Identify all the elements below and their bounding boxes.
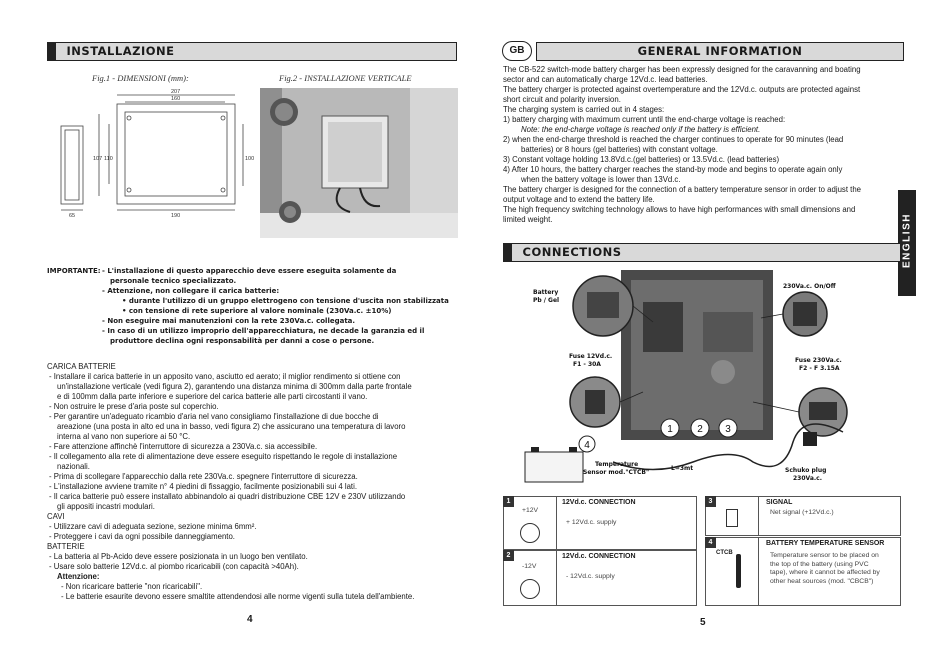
body-line: - Il carica batterie può essere installato abbinandolo ai quadri distribuzione CBE 12V e 230V utilizzando (49, 492, 406, 501)
terminal-minus-icon (520, 579, 540, 599)
table-2-divider (556, 551, 557, 605)
table-1-voltage: +12V (522, 507, 539, 514)
important-label: IMPORTANTE: (47, 267, 101, 275)
fig1-dimension-drawing (55, 86, 255, 226)
conn-table-4 (705, 537, 901, 606)
info-line: 1) battery charging with maximum current until the end-charge voltage is reached: (503, 115, 786, 124)
body-line: gli appositi incastri modulari. (57, 502, 155, 511)
body-line: - Proteggere i cavi da ogni possibile danneggiamento. (49, 532, 235, 541)
important-line: - L'installazione di questo apparecchio deve essere eseguita solamente da (102, 267, 397, 275)
body-line: CARICA BATTERIE (47, 362, 116, 371)
label-fuse230: Fuse 230Va.c. (795, 357, 842, 364)
marker-1: 1 (667, 424, 673, 435)
dim-100: 100 (245, 156, 255, 162)
label-fuse230-rating: F2 - F 3.15A (799, 365, 840, 372)
info-line: The battery charger is protected against overtemperature and the 12Vd.c. outputs are protected against (503, 85, 861, 94)
important-line: - In caso di un utilizzo improprio dell'apparecchiatura, ne decade la garanzia ed il (102, 327, 425, 335)
table-1-title: 12Vd.c. CONNECTION (562, 499, 636, 506)
label-schuko-voltage: 230Va.c. (793, 475, 823, 482)
dim-160: 160 (171, 96, 181, 102)
body-line: - La batteria al Pb-Acido deve essere posizionata in un luogo ben ventilato. (49, 552, 308, 561)
left-body-text (47, 362, 457, 602)
dim-207: 207 (171, 89, 181, 95)
body-line: - Per garantire un'adeguato ricambio d'aria nel vano consigliamo l'installazione di due bocche di (49, 412, 379, 421)
body-line: - Prima di scollegare l'apparecchio dalla rete 230Va.c. spegnere l'interruttore di sicurezza. (49, 472, 358, 481)
general-info-text (503, 65, 899, 225)
body-line: - Fare attenzione affinchè l'interruttore di sicurezza a 230Va.c. sia accessibile. (49, 442, 318, 451)
temperature-sensor-icon (736, 554, 741, 588)
english-side-tab-text: ENGLISH (901, 213, 913, 268)
table-1-desc: + 12Vd.c. supply (566, 519, 617, 526)
connections-diagram (503, 262, 899, 490)
dim-107: 107 (93, 156, 103, 162)
installazione-header (47, 42, 457, 61)
important-block (102, 266, 462, 346)
table-2-voltage: -12V (522, 563, 537, 570)
table-4-desc-line: Temperature sensor to be placed on (770, 552, 879, 559)
info-line: limited weight. (503, 215, 553, 224)
label-mains: 230Va.c. On/Off (783, 283, 836, 290)
gb-badge-text: GB (509, 45, 525, 56)
info-line: output voltage and to extend the battery life. (503, 195, 655, 204)
marker-2: 2 (697, 424, 703, 435)
general-info-title: GENERAL INFORMATION (637, 44, 803, 58)
conn-table-2 (503, 550, 697, 606)
table-4-desc (770, 552, 898, 586)
table-3-divider (758, 497, 759, 535)
body-line: - Il collegamento alla rete di alimentazione deve essere eseguito rispettando le regole di installazione (49, 452, 398, 461)
info-line: Note: the end-charge voltage is reached only if the battery is efficient. (521, 125, 761, 134)
terminal-plus-icon (520, 523, 540, 543)
table-4-number: 4 (705, 537, 716, 548)
table-3-desc: Net signal (+12Vd.c.) (770, 509, 834, 516)
info-line: sector and can automatically charge 12Vd.c. lead batteries. (503, 75, 708, 84)
conn-table-1 (503, 496, 697, 550)
info-line: The CB-522 switch-mode battery charger has been expressly designed for the caravanning and boating (503, 65, 861, 74)
info-line: batteries) or 8 hours (gel batteries) with constant voltage. (521, 145, 718, 154)
page-number-right: 5 (700, 617, 706, 628)
body-line: - Utilizzare cavi di adeguata sezione, sezione minima 6mm². (49, 522, 257, 531)
label-battery-type: Pb / Gel (533, 297, 560, 304)
info-line: when the battery voltage is lower than 13Vd.c. (521, 175, 681, 184)
label-fuse12: Fuse 12Vd.c. (569, 353, 613, 360)
important-line: • durante l'utilizzo di un gruppo elettrogeno con tensione d'uscita non stabilizzata (122, 297, 449, 305)
label-fuse12-rating: F1 - 30A (573, 361, 601, 368)
important-line: • con tensione di rete superiore al valore nominale (230Va.c. ±10%) (122, 307, 392, 315)
label-cable-length: L=3mt (671, 465, 694, 472)
marker-4: 4 (584, 440, 590, 451)
fig2-installation-photo (260, 88, 458, 238)
general-info-header (536, 42, 904, 61)
body-line: - Installare il carica batterie in un apposito vano, asciutto ed aerato; il miglior rendimento si ottiene con (49, 372, 401, 381)
marker-3: 3 (725, 424, 731, 435)
label-battery: Battery (533, 289, 559, 296)
dim-190: 190 (171, 213, 181, 219)
table-3-title: SIGNAL (766, 499, 793, 506)
conn-table-3 (705, 496, 901, 536)
fig1-caption: Fig.1 - DIMENSIONI (mm): (92, 73, 189, 83)
connections-header (503, 243, 901, 262)
connections-title: CONNECTIONS (522, 245, 622, 259)
label-temp-sensor-model: Sensor mod."CTCB" (583, 469, 650, 476)
table-4-desc-line: the top of the battery (using PVC (770, 560, 869, 568)
table-4-desc-line: tape), where it cannot be affected by (770, 569, 880, 576)
table-2-desc: - 12Vd.c. supply (566, 573, 615, 580)
table-3-number: 3 (705, 496, 716, 507)
body-line: - Non ostruire le prese d'aria poste sul coperchio. (49, 402, 219, 411)
important-line: produttore declina ogni responsabilità per danni a cose o persone. (110, 337, 375, 345)
body-line: interna al vano non superiore ai 50 °C. (57, 432, 191, 441)
label-schuko: Schuko plug (785, 467, 827, 474)
info-line: 2) when the end-charge threshold is reached the charger continues to operate for 90 minutes (lead (503, 135, 844, 144)
body-line: nazionali. (57, 462, 90, 471)
fig2-caption: Fig.2 - INSTALLAZIONE VERTICALE (279, 73, 412, 83)
info-line: The battery charger is designed for the connection of a battery temperature sensor in order to adjust the (503, 185, 861, 194)
info-line: 3) Constant voltage holding 13.8Vd.c.(gel batteries) or 13.5Vd.c. (lead batteries) (503, 155, 780, 164)
table-1-divider (556, 497, 557, 549)
table-4-desc-line: other heat sources (mod. "CBCB") (770, 577, 874, 585)
table-2-title: 12Vd.c. CONNECTION (562, 553, 636, 560)
page-number-left: 4 (247, 614, 253, 625)
body-line: e di 100mm dalla parte inferiore e superiore del carica batterie alle parti circostanti il vano. (57, 392, 368, 401)
table-1-number: 1 (503, 496, 514, 507)
body-line: - Usare solo batterie 12Vd.c. al piombo ricaricabili (con capacità >40Ah). (49, 562, 299, 571)
table-4-ctcb: CTCB (716, 550, 733, 556)
info-line: The high frequency switching technology allows to have high performances with small dimensions and (503, 205, 856, 214)
body-line: - Le batterie esaurite devono essere smaltite attendendosi alle norme vigenti sulla tutela dell'ambiente. (61, 592, 415, 601)
gb-badge (502, 41, 532, 61)
important-line: personale tecnico specializzato. (110, 277, 237, 285)
body-line: - Non ricaricare batterie "non ricaricabili". (61, 582, 203, 591)
info-line: The charging system is carried out in 4 stages: (503, 105, 665, 114)
table-4-title: BATTERY TEMPERATURE SENSOR (766, 540, 885, 547)
label-temp-sensor: Temperature (595, 461, 639, 468)
info-line: 4) After 10 hours, the battery charger reaches the stand-by mode and begins to operate again only (503, 165, 843, 174)
installazione-title: INSTALLAZIONE (66, 44, 175, 58)
dim-110: 110 (104, 156, 113, 162)
body-line: Attenzione: (57, 572, 100, 581)
important-line: - Non eseguire mai manutenzioni con la rete 230Va.c. collegata. (102, 317, 356, 325)
body-line: CAVI (47, 512, 65, 521)
table-2-number: 2 (503, 550, 514, 561)
info-line: short circuit and polarity inversion. (503, 95, 621, 104)
important-line: - Attenzione, non collegare il carica batterie: (102, 287, 280, 295)
dim-65: 65 (69, 213, 76, 219)
body-line: BATTERIE (47, 542, 85, 551)
body-line: - L'installazione avviene tramite n° 4 piedini di fissaggio, facilmente posizionabili sui 4 lati. (49, 482, 357, 491)
table-4-divider (758, 538, 759, 605)
body-line: un'installazione verticale (vedi figura 2), garantendo una distanza minima di 300mm dalla parte frontale (57, 382, 412, 391)
signal-connector-icon (726, 509, 738, 527)
body-line: areazione (una posta in alto ed una in basso, vedi figura 2) che assicurano una temperatura di lavoro (57, 422, 406, 431)
